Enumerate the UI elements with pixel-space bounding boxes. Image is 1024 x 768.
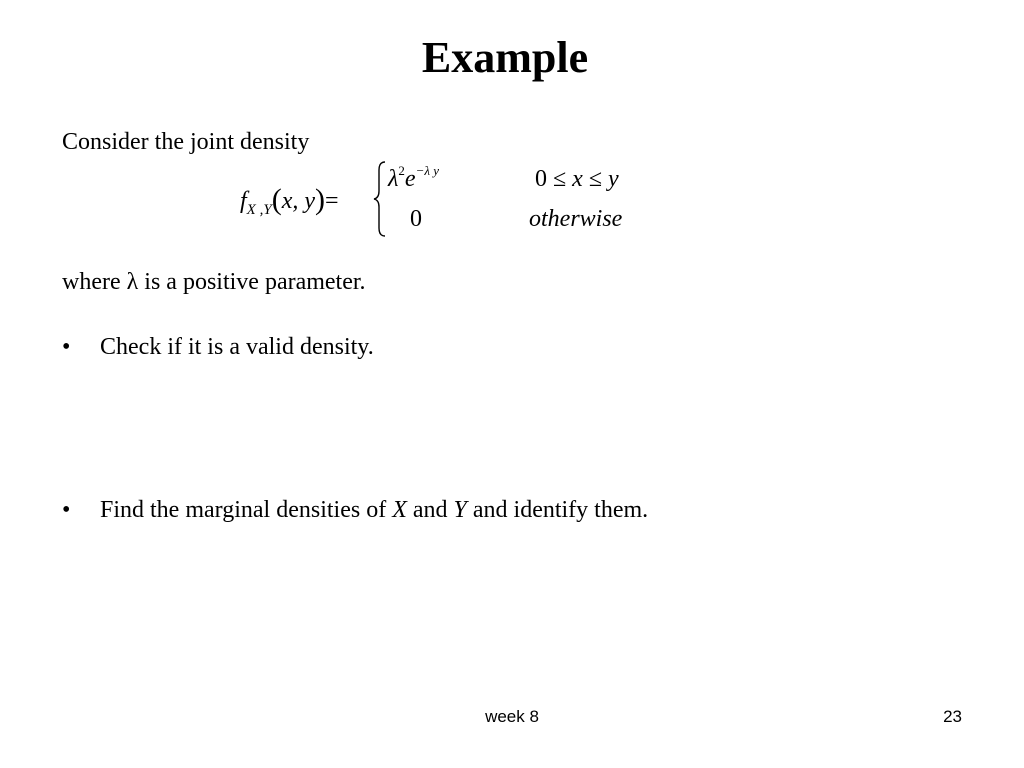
intro-text: Consider the joint density (62, 129, 310, 155)
left-brace-icon (372, 160, 388, 238)
open-paren: ( (271, 183, 282, 216)
variable-y: Y (453, 497, 467, 523)
lambda-symbol: λ (388, 166, 399, 192)
slide-title: Example (421, 33, 589, 82)
function-symbol: f (240, 188, 247, 214)
bullet-text: Check if it is a valid density. (100, 334, 374, 360)
lambda-inline: λ (126, 269, 139, 295)
equals-sign: = (325, 188, 339, 214)
equation-lhs (240, 182, 339, 216)
parameter-note: where λ is a positive parameter. (62, 269, 366, 295)
joint-density-equation (240, 158, 660, 240)
variable-x: X (392, 497, 407, 523)
case1-condition: 0 ≤ x ≤ y (535, 166, 619, 192)
footer-week: week 8 (485, 707, 539, 726)
function-args: x, y (281, 188, 315, 214)
bullet-icon: • (62, 334, 71, 360)
case1-value (388, 163, 439, 193)
bullet-item-marginals (62, 495, 862, 525)
case2-condition: otherwise (529, 206, 623, 232)
bullet-item-validity (62, 332, 662, 362)
bullet-text: Find the marginal densities of X and Y and identify them. (100, 497, 649, 523)
exp-base: e (404, 166, 416, 192)
square-exponent: 2 (398, 163, 405, 178)
function-subscript: X ,Y (246, 202, 272, 218)
close-paren: ) (315, 183, 325, 216)
exp-exponent: −λ y (415, 163, 439, 178)
case2-value: 0 (410, 206, 422, 232)
page-number: 23 (943, 707, 962, 726)
bullet-icon: • (62, 497, 71, 523)
